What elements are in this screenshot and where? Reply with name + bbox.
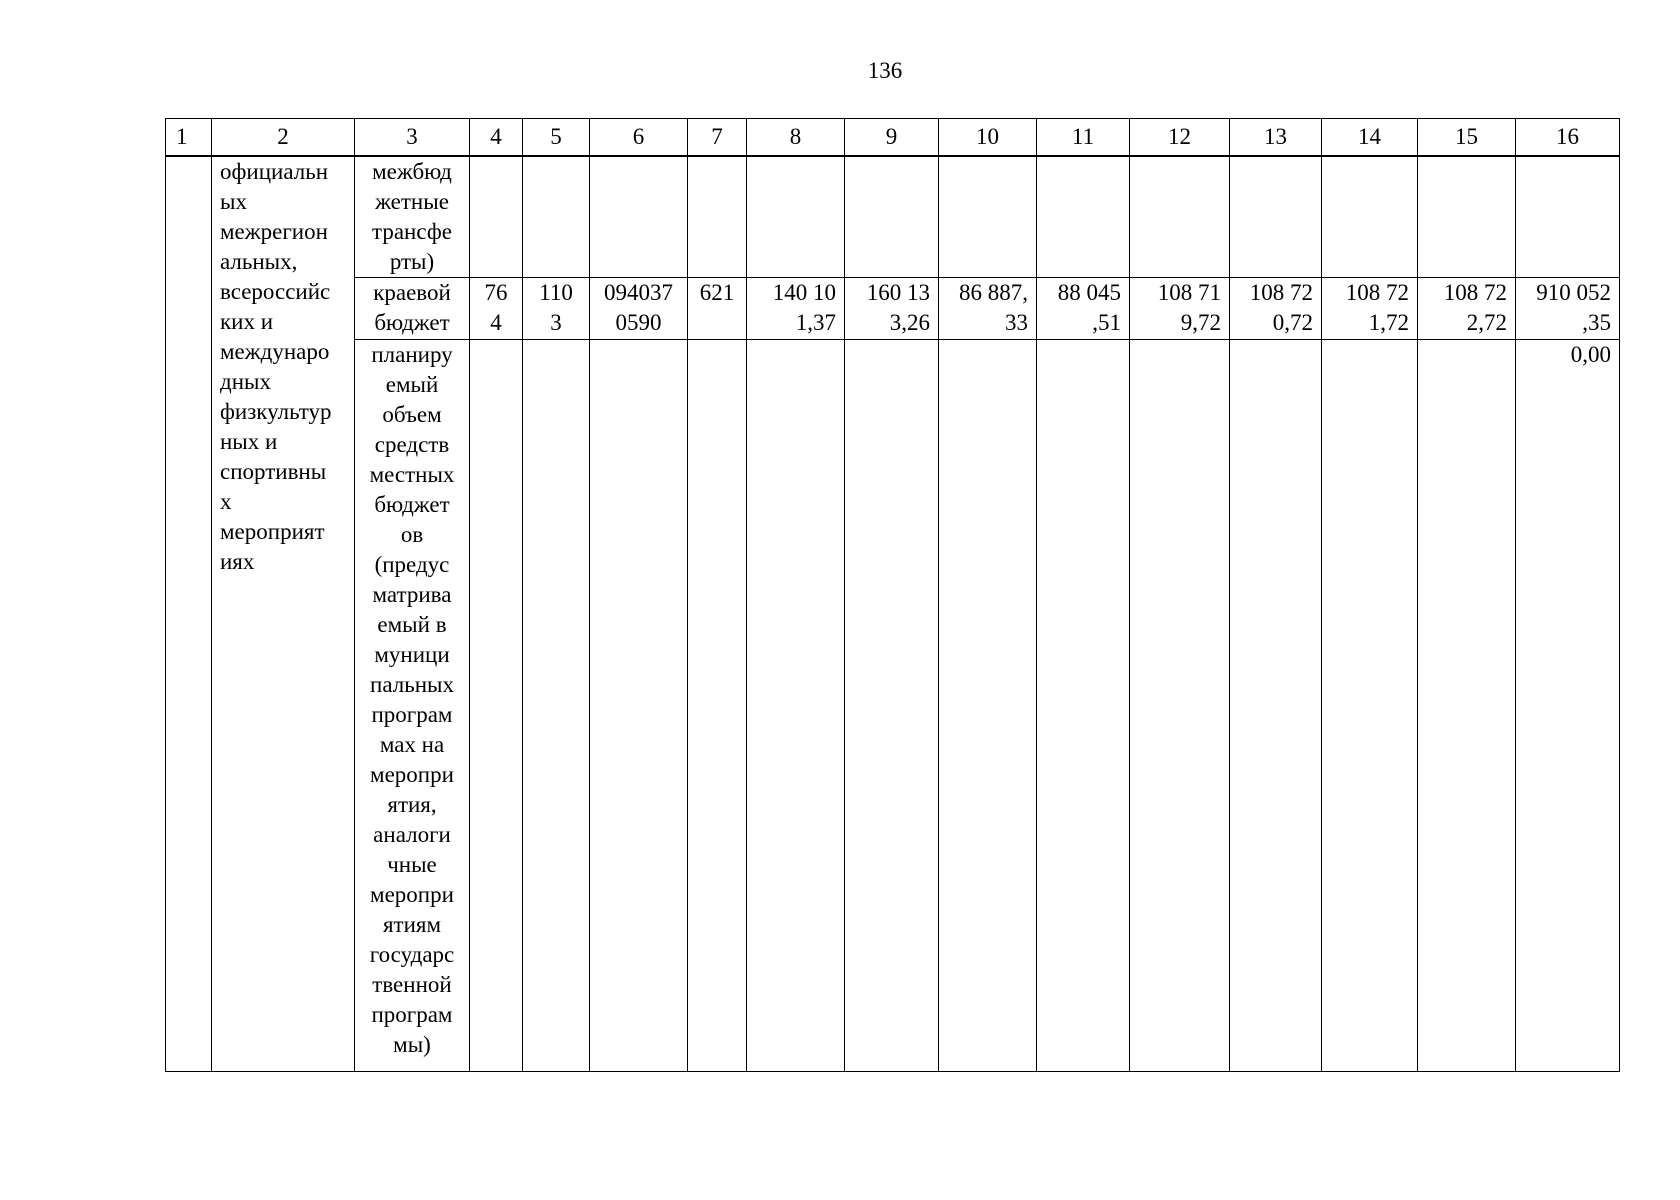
funding-source-cell: краевой бюджет	[355, 278, 470, 340]
header-cell: 7	[688, 119, 747, 157]
empty-cell	[688, 340, 747, 1072]
amount-cell: 88 045 ,51	[1037, 278, 1130, 340]
amount-cell: 108 72 0,72	[1230, 278, 1322, 340]
empty-cell	[1230, 156, 1322, 278]
header-cell: 12	[1130, 119, 1230, 157]
empty-cell	[1130, 156, 1230, 278]
header-cell: 5	[523, 119, 590, 157]
header-cell: 11	[1037, 119, 1130, 157]
funding-source-cell: планиру емый объем средств местных бюджет ов (предус матрива емый в муници пальных програм мах на меропри ятия, аналоги чные меропри ятиям государс твенной програм мы)	[355, 340, 470, 1072]
empty-cell	[470, 156, 523, 278]
header-cell: 3	[355, 119, 470, 157]
header-cell: 10	[939, 119, 1037, 157]
empty-cell	[1037, 340, 1130, 1072]
empty-cell	[845, 156, 939, 278]
empty-cell	[1322, 340, 1418, 1072]
total-cell: 910 052 ,35	[1516, 278, 1620, 340]
expense-type-cell: 621	[688, 278, 747, 340]
header-cell: 13	[1230, 119, 1322, 157]
empty-cell	[590, 340, 688, 1072]
empty-cell	[1230, 340, 1322, 1072]
header-cell: 1	[166, 119, 212, 157]
amount-cell: 140 10 1,37	[747, 278, 845, 340]
empty-cell	[523, 156, 590, 278]
gr-code-cell: 76 4	[470, 278, 523, 340]
header-cell: 15	[1418, 119, 1516, 157]
table-row	[166, 278, 1620, 340]
event-name-cell: официальн ых межрегион альных, всероссийс ких и междунаро дных физкультур ных и спортивны х мероприят иях	[212, 156, 355, 1072]
amount-cell: 108 72 1,72	[1322, 278, 1418, 340]
empty-cell	[747, 340, 845, 1072]
header-cell: 14	[1322, 119, 1418, 157]
empty-cell	[1418, 340, 1516, 1072]
empty-cell	[688, 156, 747, 278]
empty-cell	[590, 156, 688, 278]
empty-cell	[939, 340, 1037, 1072]
empty-cell	[845, 340, 939, 1072]
target-code-cell: 094037 0590	[590, 278, 688, 340]
header-row	[166, 119, 1620, 157]
row-number-cell	[166, 156, 212, 1072]
empty-cell	[939, 156, 1037, 278]
empty-cell	[1130, 340, 1230, 1072]
header-cell: 9	[845, 119, 939, 157]
header-cell: 4	[470, 119, 523, 157]
section-code-cell: 110 3	[523, 278, 590, 340]
table-row	[166, 156, 1620, 278]
empty-cell	[747, 156, 845, 278]
amount-cell: 108 71 9,72	[1130, 278, 1230, 340]
table-row	[166, 340, 1620, 1072]
empty-cell	[1322, 156, 1418, 278]
funding-source-cell: межбюд жетные трансфе рты)	[355, 156, 470, 278]
header-cell: 16	[1516, 119, 1620, 157]
empty-cell	[523, 340, 590, 1072]
header-cell: 2	[212, 119, 355, 157]
empty-cell	[470, 340, 523, 1072]
amount-cell: 86 887, 33	[939, 278, 1037, 340]
empty-cell	[1516, 156, 1620, 278]
page-number: 136	[867, 58, 903, 83]
empty-cell	[1037, 156, 1130, 278]
empty-cell	[1418, 156, 1516, 278]
amount-cell: 160 13 3,26	[845, 278, 939, 340]
amount-cell: 108 72 2,72	[1418, 278, 1516, 340]
budget-table	[165, 118, 1620, 1072]
header-cell: 6	[590, 119, 688, 157]
total-cell: 0,00	[1516, 340, 1620, 1072]
header-cell: 8	[747, 119, 845, 157]
